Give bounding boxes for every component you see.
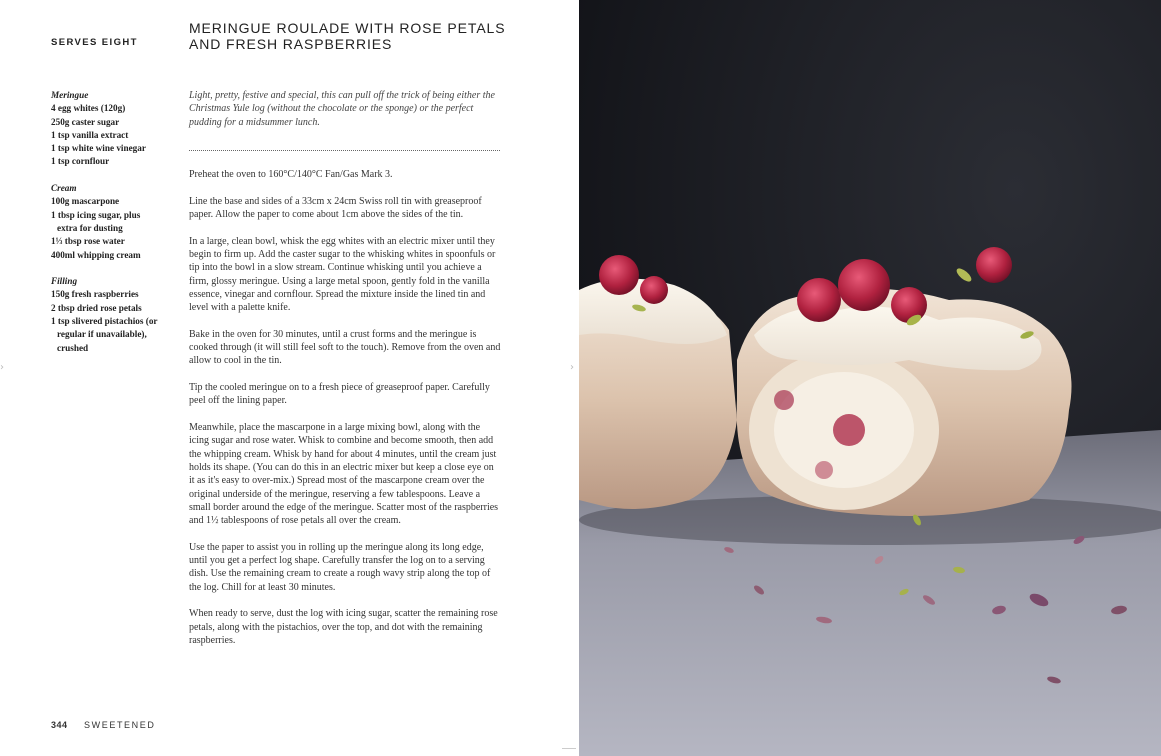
ingredient-group-meringue (51, 89, 176, 169)
gutter-mark: › (570, 362, 574, 373)
ingredient-item: 2 tbsp dried rose petals (51, 302, 142, 313)
ingredient-group-title: Filling (51, 276, 78, 287)
section-name: SWEETENED (84, 720, 156, 730)
method-step: Meanwhile, place the mascarpone in a large mixing bowl, along with the icing sugar and rose water. Whisk to combine and become smooth, then add the whipping cream. Whisk by hand for about 4 minutes, until the cream just holds its shape. (You can do this in an electric mixer but keep a close eye on it as it's easy to over-mix.) Spread most of the mascarpone cream over the original underside of the meringue, reserving a few tablespoons. Leave a small border around the edge of the meringue. Scatter most of the raspberries and 1½ tablespoons of rose petals all over the cream. (189, 422, 499, 527)
ingredient-item: crushed (57, 342, 89, 353)
ingredient-item: extra for dusting (57, 222, 123, 233)
ingredient-item: 1 tsp cornflour (51, 156, 110, 167)
dotted-divider (189, 150, 500, 151)
left-margin-mark: › (0, 362, 4, 373)
page-number: 344 (51, 720, 68, 730)
method-step: Tip the cooled meringue on to a fresh piece of greaseproof paper. Carefully peel off the lining paper. (189, 382, 490, 407)
ingredient-item: 1⅓ tbsp rose water (51, 236, 125, 247)
ingredient-item: 1 tsp vanilla extract (51, 129, 129, 140)
method-step: When ready to serve, dust the log with icing sugar, scatter the remaining rose petals, along with the pistachios, over the top, and dot with the remaining raspberries. (189, 608, 498, 647)
ingredient-item: 250g caster sugar (51, 116, 120, 127)
method-steps (189, 168, 501, 661)
method-step: Bake in the oven for 30 minutes, until a crust forms and the meringue is cooked through (it will still feel soft to the touch). Remove from the oven and allow to cool in the tin. (189, 328, 501, 367)
ingredient-item: 1 tbsp icing sugar, plus (51, 209, 141, 220)
recipe-title: MERINGUE ROULADE WITH ROSE PETALS AND FRESH RASPBERRIES (189, 20, 506, 52)
ingredient-item: regular if unavailable), (57, 329, 147, 340)
ingredients-list (51, 89, 176, 368)
page-footer (51, 720, 155, 730)
ingredient-item: 400ml whipping cream (51, 249, 141, 260)
ingredient-item: 1 tsp slivered pistachios (or (51, 316, 158, 327)
method-step: Use the paper to assist you in rolling up the meringue along its long edge, until you get a perfect log shape. Carefully transfer the log on to a serving dish. Use the remaining cream to create a rough wavy strip along the top of the log. Chill for at least 30 minutes. (189, 541, 491, 593)
ingredient-group-cream (51, 182, 176, 262)
recipe-intro: Light, pretty, festive and special, this can pull off the trick of being either the Christmas Yule log (without the chocolate or the sponge) or the perfect pudding for a midsummer lunch. (189, 90, 495, 128)
ingredient-item: 150g fresh raspberries (51, 289, 139, 300)
ingredient-group-title: Meringue (51, 90, 89, 100)
recipe-page (0, 0, 579, 756)
method-step: Preheat the oven to 160°C/140°C Fan/Gas Mark 3. (189, 169, 393, 180)
ingredient-group-filling (51, 275, 176, 355)
bottom-tick (562, 748, 576, 749)
method-step: In a large, clean bowl, whisk the egg whites with an electric mixer until they begin to firm up. Add the caster sugar to the whisking whites in spoonfuls or tip into the bowl in a slow stream. Continue whisking until you achieve a firm, glossy meringue. Using a large metal spoon, gently fold in the vanilla essence, vinegar and cornflour. Spread the mixture inside the lined tin and level with a palette knife. (189, 235, 496, 314)
ingredient-item: 4 egg whites (120g) (51, 103, 126, 114)
recipe-photo (579, 0, 1161, 756)
method-step: Line the base and sides of a 33cm x 24cm Swiss roll tin with greaseproof paper. Allow the paper to come about 1cm above the sides of the tin. (189, 195, 482, 220)
ingredient-item: 100g mascarpone (51, 196, 120, 207)
serves-label: SERVES EIGHT (51, 37, 138, 48)
meringue-roulade-photo (579, 0, 1161, 756)
ingredient-item: 1 tsp white wine vinegar (51, 143, 146, 154)
ingredient-group-title: Cream (51, 183, 77, 194)
